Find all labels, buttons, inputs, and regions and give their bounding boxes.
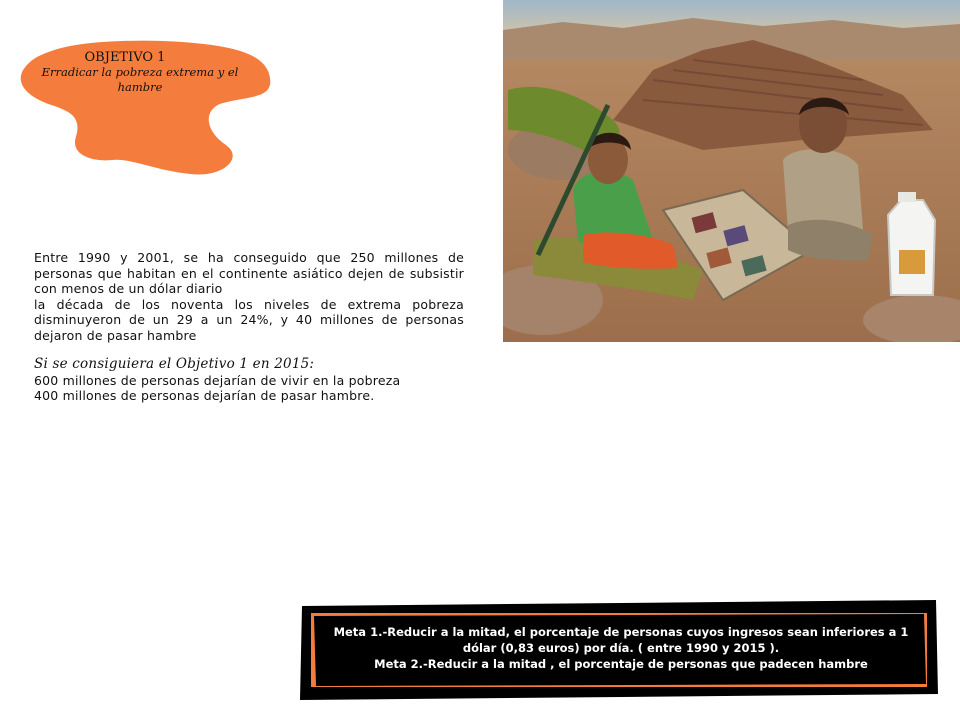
goal-heading: Si se consiguiera el Objetivo 1 en 2015:	[34, 356, 315, 372]
goal-line-poverty: 600 millones de personas dejarían de vivir en la pobreza	[34, 372, 401, 388]
children-photo	[503, 0, 960, 342]
metas-text	[318, 624, 924, 672]
meta-1: Meta 1.-Reducir a la mitad, el porcentaje de personas cuyos ingresos sean inferiores a 1 dólar (0,83 euros) por día. ( entre 1990 y 2015 ).	[333, 625, 909, 655]
paragraph-nineties: la década de los noventa los niveles de extrema pobreza disminuyeron de un 29 a un 24%, y 40 millones de personas dejaron de pasar hambre	[34, 296, 464, 343]
paragraph-asia: Entre 1990 y 2001, se ha conseguido que 250 millones de personas que habitan en el continente asiático dejen de subsistir con menos de un dólar diario	[34, 250, 464, 296]
objective-label	[20, 50, 260, 95]
meta-2: Meta 2.-Reducir a la mitad , el porcentaje de personas que padecen hambre	[374, 657, 868, 671]
goal-line-hunger: 400 millones de personas dejarían de pasar hambre.	[34, 388, 375, 403]
objective-title: OBJETIVO 1	[84, 50, 166, 65]
body-text	[34, 250, 464, 404]
objective-subtitle: Erradicar la pobreza extrema y el hambre	[41, 65, 239, 94]
